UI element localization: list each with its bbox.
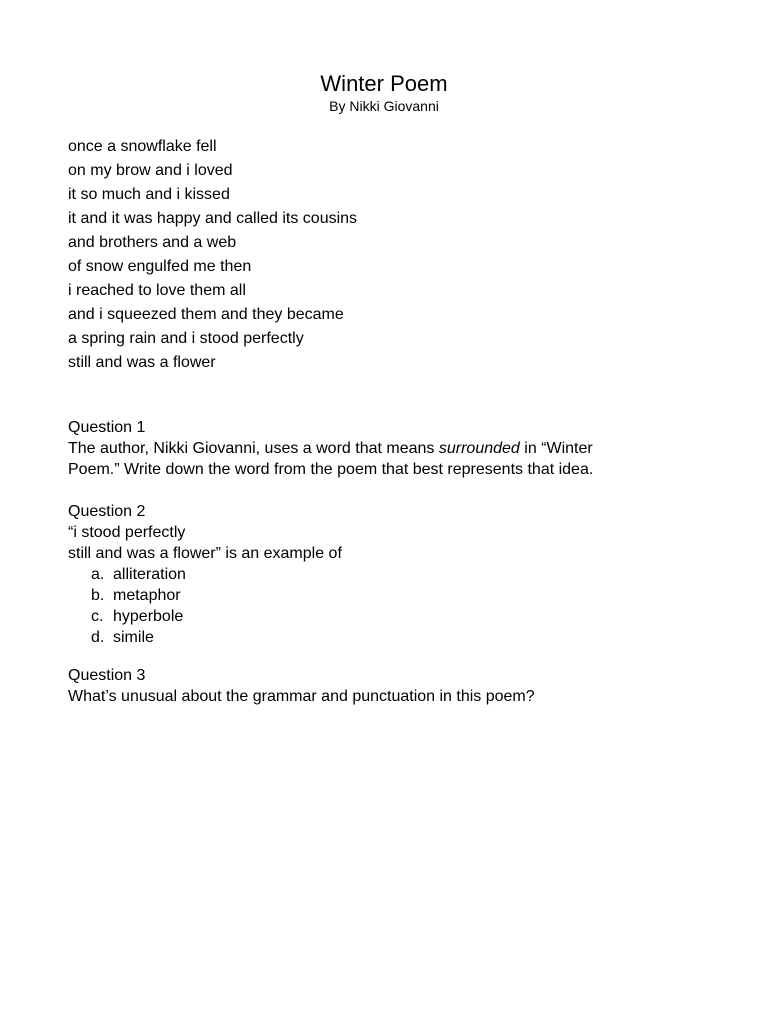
choice-label: hyperbole: [113, 608, 184, 625]
choice-label: metaphor: [113, 587, 181, 604]
page-title: Winter Poem: [320, 71, 448, 96]
poem-body: [68, 136, 708, 376]
choice-d: [68, 627, 708, 648]
question-2: [68, 501, 708, 665]
question-3: [68, 665, 708, 707]
question-3-text: What’s unusual about the grammar and punctuation in this poem?: [68, 688, 535, 705]
choice-label: simile: [113, 629, 154, 646]
poem-line: and i squeezed them and they became: [68, 306, 344, 323]
choice-a: [68, 564, 708, 585]
choice-letter: a.: [91, 566, 105, 583]
question-1-text-line2: Poem.” Write down the word from the poem that best represents that idea.: [68, 461, 594, 478]
question-1-text: [68, 438, 708, 480]
poem-line: on my brow and i loved: [68, 162, 233, 179]
question-1-text-start: The author, Nikki Giovanni, uses a word that means: [68, 440, 439, 457]
question-1-emphasis: surrounded: [438, 440, 520, 457]
poem-line: of snow engulfed me then: [68, 258, 252, 275]
poem-line: and brothers and a web: [68, 234, 237, 251]
question-2-heading: Question 2: [68, 503, 146, 520]
choice-label: alliteration: [113, 566, 186, 583]
question-2-line1: “i stood perfectly: [68, 524, 186, 541]
author-byline: By Nikki Giovanni: [329, 98, 439, 114]
choice-letter: c.: [91, 608, 104, 625]
poem-line: a spring rain and i stood perfectly: [68, 330, 304, 347]
poem-line: it so much and i kissed: [68, 186, 230, 203]
question-1-text-line1-end: in “Winter: [519, 440, 593, 457]
question-2-line2: still and was a flower” is an example of: [68, 545, 342, 562]
poem-line: still and was a flower: [68, 354, 216, 371]
poem-line: once a snowflake fell: [68, 138, 217, 155]
question-1-heading: Question 1: [68, 419, 146, 436]
choice-c: [68, 606, 708, 627]
question-2-choices: [68, 564, 708, 648]
question-1: [68, 417, 708, 501]
question-3-heading: Question 3: [68, 667, 146, 684]
questions-section: [68, 417, 708, 707]
poem-line: it and it was happy and called its cousins: [68, 210, 358, 227]
choice-letter: d.: [91, 629, 105, 646]
choice-b: [68, 585, 708, 606]
poem-line: i reached to love them all: [68, 282, 246, 299]
choice-letter: b.: [91, 587, 105, 604]
